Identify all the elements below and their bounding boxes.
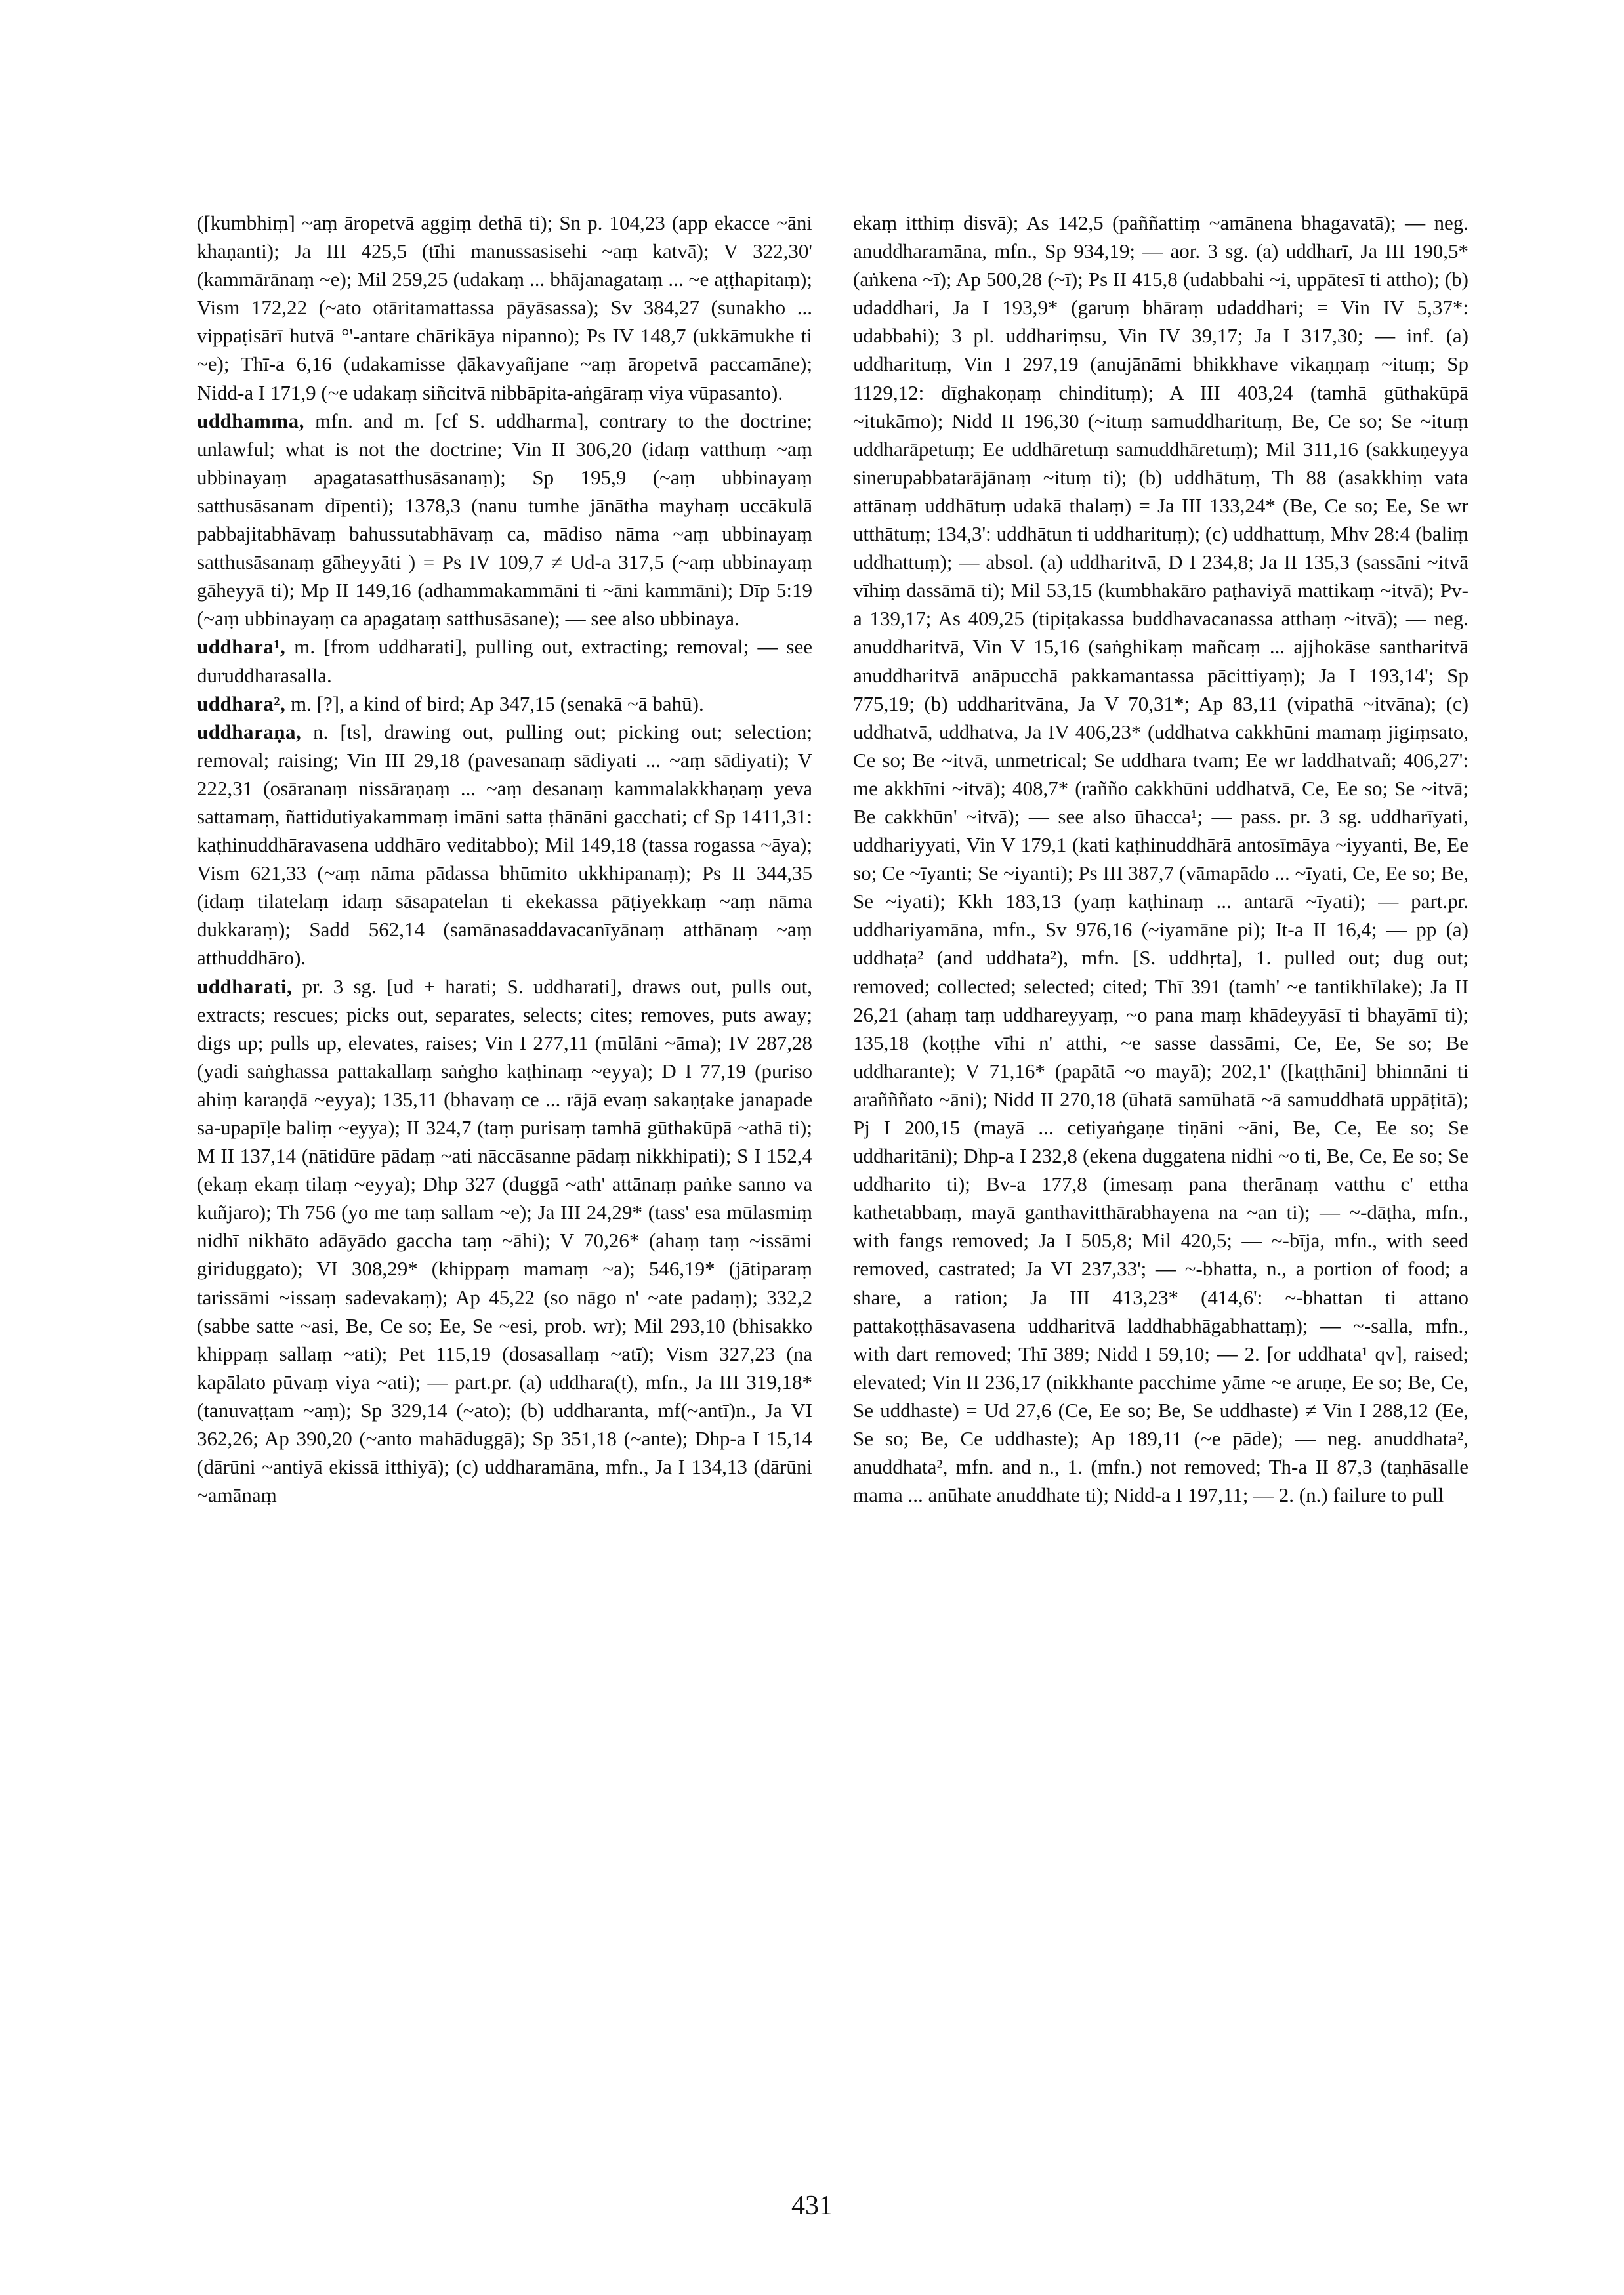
- entry-body: n. [ts], drawing out, pulling out; picking out; selection; removal; raising; Vin III 29,18 (pavesanaṃ sādiyati ... ~aṃ sādiyati); V 222,31 (osāranaṃ nissāraṇaṃ ... ~aṃ desanaṃ kammalakkhaṇaṃ yeva sattamaṃ, ñattidutiyakammaṃ imāni satta ṭhānāni gacchati; cf Sp 1411,31: kaṭhinuddhāravasena uddhāro veditabbo); Mil 149,18 (tassa rogassa ~āya); Vism 621,33 (~aṃ nāma pādassa bhūmito ukkhipanaṃ); Ps II 344,35 (idaṃ tilatelaṃ idaṃ sāsapatelan ti ekekassa pāṭiyekkaṃ ~aṃ nāma dukkaraṃ); Sadd 562,14 (samānasaddavacanīyānaṃ atthānaṃ ~aṃ atthuddhāro).: [197, 720, 812, 970]
- right-column: [853, 209, 1468, 1509]
- page-number: 431: [791, 2191, 833, 2221]
- entry-headword: uddhara²,: [197, 692, 286, 715]
- dictionary-entry: [197, 407, 812, 633]
- entry-body: ([kumbhiṃ] ~aṃ āropetvā aggiṃ dethā ti); Sn p. 104,23 (app ekacce ~āni khaṇanti); Ja III 425,5 (tīhi manussasisehi ~aṃ katvā); V 322,30' (kammārānaṃ ~e); Mil 259,25 (udakaṃ ... bhājanagataṃ ... ~e aṭṭhapitaṃ); Vism 172,22 (~ato otāritamattassa pāyāsassa); Sv 384,27 (sunakho ... vippaṭisārī hutvā °'-antare chārikāya nipanno); Ps IV 148,7 (ukkāmukhe ti ~e); Thī-a 6,16 (udakamisse ḍākavyañjane ~aṃ āropetvā paccamāne); Nidd-a I 171,9 (~e udakaṃ siñcitvā nibbāpita-aṅgāraṃ viya vūpasanto).: [197, 211, 812, 404]
- entry-body: m. [?], a kind of bird; Ap 347,15 (senakā ~ā bahū).: [291, 692, 704, 715]
- entry-body: m. [from uddharati], pulling out, extracting; removal; — see duruddharasalla.: [197, 635, 813, 687]
- entry-headword: uddharaṇa,: [197, 720, 302, 743]
- entry-headword: uddhamma,: [197, 409, 304, 432]
- entry-headword: uddhara¹,: [197, 635, 286, 659]
- entry-body: ekaṃ itthiṃ disvā); As 142,5 (paññattiṃ ~amānena bhagavatā); — neg. anuddharamāna, mfn., Sp 934,19; — aor. 3 sg. (a) uddharī, Ja III 190,5* (aṅkena ~ī); Ap 500,28 (~ī); Ps II 415,8 (udabbahi ~i, uppātesī ti attho); (b) udaddhari, Ja I 193,9* (garuṃ bhāraṃ udaddhari; = Vin IV 5,37*: udabbahi); 3 pl. uddhariṃsu, Vin IV 39,17; Ja I 317,30; — inf. (a) uddharituṃ, Vin I 297,19 (anujānāmi bhikkhave vikaṇṇaṃ ~ituṃ; Sp 1129,12: dīghakoṇaṃ chindituṃ); A III 403,24 (tamhā gūthakūpā ~itukāmo); Nidd II 196,30 (~ituṃ samuddharituṃ, Be, Ce so; Se ~ituṃ uddharāpetuṃ; Ee uddhāretuṃ samuddhāretuṃ); Mil 311,16 (sakkuṇeyya sinerupabbatarājānaṃ ~ituṃ ti); (b) uddhātuṃ, Th 88 (asakkhiṃ vata attānaṃ uddhātuṃ udakā thalaṃ) = Ja III 133,24* (Be, Ce so; Ee, Se wr utthātuṃ; 134,3': uddhātun ti uddharituṃ); (c) uddhattuṃ, Mhv 28:4 (baliṃ uddhattuṃ); — absol. (a) uddharitvā, D I 234,8; Ja II 135,3 (sassāni ~itvā vīhiṃ dassāmā ti); Mil 53,15 (kumbhakāro paṭhaviyā mattikaṃ ~itvā); Pv-a 139,17; As 409,25 (tipiṭakassa buddhavacanassa atthaṃ ~itvā); — neg. anuddharitvā, Vin V 15,16 (saṅghikaṃ mañcaṃ ... ajjhokāse santharitvā anuddharitvā anāpucchā pakkamantassa pācittiyaṃ); Ja I 193,14'; Sp 775,19; (b) uddharitvāna, Ja V 70,31*; Ap 83,11 (vipathā ~itvāna); (c) uddhatvā, uddhatva, Ja IV 406,23* (uddhatva cakkhūni mamaṃ jigiṃsato, Ce so; Be ~itvā, unmetrical; Se uddhara tvam; Ee wr laddhatvañ; 406,27': me akkhīni ~itvā); 408,7* (rañño cakkhūni uddhatvā, Ce, Ee so; Se ~itvā; Be cakkhūn' ~itvā); — see also ūhacca¹; — pass. pr. 3 sg. uddharīyati, uddhariyyati, Vin V 179,1 (kati kaṭhinuddhārā antosīmāya ~iyyanti, Be, Ee so; Ce ~īyanti; Se ~iyanti); Ps III 387,7 (vāmapādo ... ~īyati, Ce, Ee so; Be, Se ~iyati); Kkh 183,13 (yaṃ kaṭhinaṃ ... antarā ~īyati); — part.pr. uddhariyamāna, mfn., Sv 976,16 (~iyamāne pi); It-a II 16,4; — pp (a) uddhaṭa² (and uddhata²), mfn. [S. uddhṛta], 1. pulled out; dug out; removed; collected; selected; cited; Thī 391 (tamh' ~e tantikhīlake); Ja II 26,21 (ahaṃ taṃ uddhareyyaṃ, ~o pana maṃ khādeyyāsī ti bhayāmī ti); 135,18 (koṭṭhe vīhi n' atthi, ~e sasse dassāmi, Ce, Ee, Se so; Be uddharante); V 71,16* (papātā ~o mayā); 202,1' ([kaṭṭhāni] bhinnāni ti arañññato ~āni); Nidd II 270,18 (ūhatā samūhatā ~ā samuddhatā uppāṭitā); Pj I 200,15 (mayā ... cetiyaṅgaṇe tiṇāni ~āni, Be, Ce, Ee so; Se uddharitāni); Dhp-a I 232,8 (ekena duggatena nidhi ~o ti, Be, Ce, Ee so; Se uddharito ti); Bv-a 177,8 (imesaṃ pana therānaṃ vatthu c' ettha kathetabbaṃ, mayā ganthavitthārabhayena na ~an ti); — ~-dāṭha, mfn., with fangs removed; Ja I 505,8; Mil 420,5; — ~-bīja, mfn., with seed removed, castrated; Ja VI 237,33'; — ~-bhatta, n., a portion of food; a share, a ration; Ja III 413,23* (414,6': ~-bhattan ti attano pattakoṭṭhāsavasena uddharitvā laddhabhāgabhattaṃ); — ~-salla, mfn., with dart removed; Thī 389; Nidd I 59,10; — 2. [or uddhata¹ qv], raised; elevated; Vin II 236,17 (nikkhante pacchime yāme ~e aruṇe, Ee so; Be, Ce, Se uddhaste) = Ud 27,6 (Ce, Ee so; Be, Se uddhaste) ≠ Vin I 288,12 (Ee, Se so; Be, Ce uddhaste); Ap 189,11 (~e pāde); — neg. anuddhata², anuddhata², mfn. and n., 1. (mfn.) not removed; Th-a II 87,3 (taṇhāsalle mama ... anūhate anuddhate ti); Nidd-a I 197,11; — 2. (n.) failure to pull: [853, 211, 1468, 1507]
- entry-headword: uddharati,: [197, 974, 293, 998]
- dictionary-entry: [197, 972, 812, 1510]
- entry-body: mfn. and m. [cf S. uddharma], contrary to the doctrine; unlawful; what is not the doctrine; Vin II 306,20 (idaṃ vatthuṃ ~aṃ ubbinayaṃ apagatasatthusāsanaṃ); Sp 195,9 (~aṃ ubbinayaṃ satthusāsanam dīpenti); 1378,3 (nanu tumhe jānātha mayhaṃ uccākulā pabbajitabhāvaṃ bahussutabhāvaṃ ca, mādiso nāma ~aṃ ubbinayaṃ satthusāsanaṃ gāheyyāti ) = Ps IV 109,7 ≠ Ud-a 317,5 (~aṃ ubbinayaṃ gāheyyā ti); Mp II 149,16 (adhammakammāni ti ~āni kammāni); Dīp 5:19 (~aṃ ubbinayaṃ ca apagataṃ satthusāsane); — see also ubbinaya.: [197, 409, 812, 631]
- left-column: [197, 209, 812, 1509]
- dictionary-entry: [197, 632, 812, 689]
- dictionary-entry: [197, 209, 812, 407]
- dictionary-entry: [197, 718, 812, 972]
- dictionary-entry: [197, 690, 812, 718]
- dictionary-entry: [853, 209, 1468, 1509]
- entry-body: pr. 3 sg. [ud + harati; S. uddharati], draws out, pulls out, extracts; rescues; picks out, separates, selects; cites; removes, puts away; digs up; pulls up, elevates, raises; Vin I 277,11 (mūlāni ~āma); IV 287,28 (yadi saṅghassa pattakallaṃ saṅgho kaṭhinaṃ ~eyya); D I 77,19 (puriso ahiṃ karaṇḍā ~eyya); 135,11 (bhavaṃ ce ... rājā evaṃ sakaṇṭake janapade sa-upapīḷe baliṃ ~eyya); II 324,7 (taṃ purisaṃ tamhā gūthakūpā ~athā ti); M II 137,14 (nātidūre pādaṃ ~ati nāccāsanne pādaṃ nikkhipati); S I 152,4 (ekaṃ ekaṃ tilaṃ ~eyya); Dhp 327 (duggā ~ath' attānaṃ paṅke sanno va kuñjaro); Th 756 (yo me taṃ sallam ~e); Ja III 24,29* (tass' esa mūlasmiṃ nidhī nikhāto adāyādo gaccha taṃ ~āhi); V 70,26* (ahaṃ taṃ ~issāmi giriduggato); VI 308,29* (khippaṃ mamaṃ ~a); 546,19* (jātiparaṃ tarissāmi ~issaṃ sadevakaṃ); Ap 45,22 (so nāgo n' ~ate padaṃ); 332,2 (sabbe satte ~asi, Be, Ce so; Ee, Se ~esi, prob. wr); Mil 293,10 (bhisakko khippaṃ sallaṃ ~ati); Pet 115,19 (dosasallaṃ ~atī); Vism 327,23 (na kapālato pūvaṃ viya ~ati); — part.pr. (a) uddhara(t), mfn., Ja III 319,18* (tanuvaṭṭam ~aṃ); Sp 329,14 (~ato); (b) uddharanta, mf(~antī)n., Ja VI 362,26; Ap 390,20 (~anto mahāduggā); Sp 351,18 (~ante); Dhp-a I 15,14 (dārūni ~antiyā ekissā itthiyā); (c) uddharamāna, mfn., Ja I 134,13 (dārūni ~amānaṃ: [197, 974, 813, 1507]
